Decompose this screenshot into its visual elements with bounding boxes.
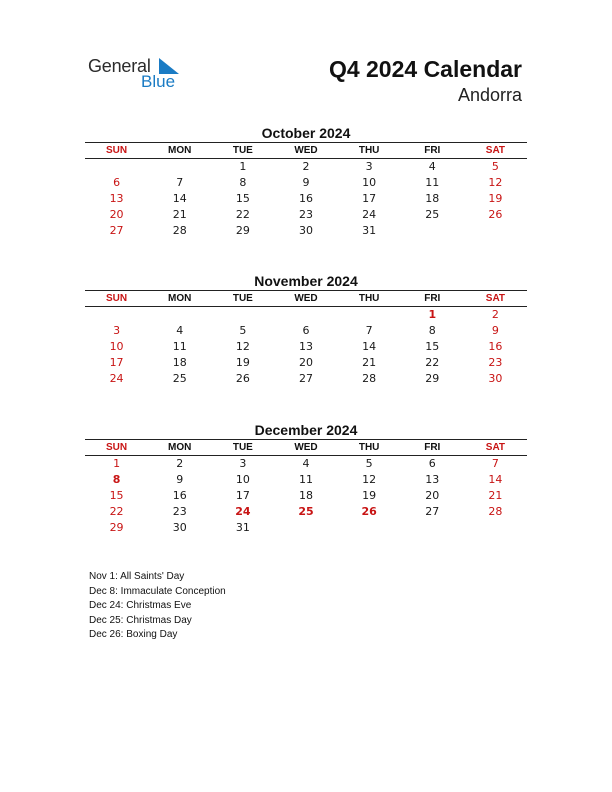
day-cell: 5 [491, 160, 499, 173]
day-cell: 6 [302, 324, 310, 337]
empty-cell [85, 159, 148, 176]
empty-cell [401, 223, 464, 239]
day-cell: 8 [112, 473, 121, 486]
day-cell: 24 [235, 505, 251, 518]
day-cell: 25 [298, 505, 314, 518]
week-row [85, 355, 527, 371]
month-title: November 2024 [254, 273, 358, 289]
day-cell: 16 [172, 489, 187, 502]
empty-cell [338, 520, 401, 536]
empty-cell [464, 520, 527, 536]
day-cell: 23 [488, 356, 503, 369]
day-cell: 1 [113, 457, 121, 470]
weekday-wed: WED [274, 143, 337, 159]
week-row [85, 456, 527, 473]
weekday-sat: SAT [464, 143, 527, 159]
day-cell: 22 [235, 208, 250, 221]
day-cell: 9 [176, 473, 184, 486]
month-december [85, 421, 527, 536]
day-cell: 16 [298, 192, 313, 205]
empty-cell [211, 307, 274, 324]
day-cell: 9 [491, 324, 499, 337]
weekday-wed: WED [274, 291, 337, 307]
day-cell: 30 [488, 372, 503, 385]
weekday-sat: SAT [464, 291, 527, 307]
holiday-item: Dec 24: Christmas Eve [89, 600, 192, 611]
weekday-thu: THU [338, 143, 401, 159]
day-cell: 10 [235, 473, 250, 486]
day-cell: 12 [235, 340, 250, 353]
week-row [85, 159, 527, 176]
weekday-mon: MON [148, 440, 211, 456]
day-cell: 26 [361, 505, 377, 518]
day-cell: 11 [298, 473, 313, 486]
day-cell: 18 [298, 489, 313, 502]
weekday-wed: WED [274, 440, 337, 456]
logo-general-text: General [88, 56, 151, 76]
weekday-sat: SAT [464, 440, 527, 456]
day-cell: 21 [362, 356, 377, 369]
week-row [85, 472, 527, 488]
weekday-fri: FRI [401, 440, 464, 456]
country-subtitle: Andorra [457, 85, 522, 105]
day-cell: 1 [428, 308, 437, 321]
logo-blue-text: Blue [141, 72, 176, 91]
day-cell: 16 [488, 340, 503, 353]
day-cell: 15 [109, 489, 124, 502]
day-cell: 23 [298, 208, 313, 221]
day-cell: 27 [425, 505, 440, 518]
weekday-header-row [85, 143, 527, 159]
day-cell: 9 [302, 176, 310, 189]
weekday-sun: SUN [85, 440, 148, 456]
day-cell: 26 [488, 208, 503, 221]
weekday-mon: MON [148, 143, 211, 159]
holiday-list [89, 570, 226, 643]
day-cell: 25 [172, 372, 187, 385]
week-row [85, 488, 527, 504]
holiday-item: Dec 25: Christmas Day [89, 614, 192, 626]
empty-cell [401, 520, 464, 536]
day-cell: 31 [235, 521, 250, 534]
day-cell: 14 [172, 192, 187, 205]
week-row [85, 520, 527, 536]
generalblue-logo [88, 56, 198, 96]
day-cell: 26 [235, 372, 250, 385]
week-row [85, 223, 527, 239]
day-cell: 25 [425, 208, 440, 221]
calendar-grid [85, 290, 527, 387]
day-cell: 4 [176, 324, 184, 337]
day-cell: 28 [362, 372, 377, 385]
day-cell: 24 [109, 372, 124, 385]
day-cell: 17 [362, 192, 377, 205]
day-cell: 10 [362, 176, 377, 189]
day-cell: 21 [488, 489, 503, 502]
day-cell: 29 [109, 521, 124, 534]
empty-cell [274, 307, 337, 324]
day-cell: 19 [488, 192, 503, 205]
day-cell: 8 [428, 324, 436, 337]
weekday-tue: TUE [211, 440, 274, 456]
weekday-fri: FRI [401, 291, 464, 307]
day-cell: 24 [362, 208, 377, 221]
day-cell: 5 [239, 324, 247, 337]
day-cell: 12 [362, 473, 377, 486]
day-cell: 20 [298, 356, 313, 369]
month-title: December 2024 [254, 422, 358, 438]
week-row [85, 191, 527, 207]
day-cell: 29 [425, 372, 440, 385]
calendar-grid [85, 142, 527, 239]
weekday-thu: THU [338, 291, 401, 307]
day-cell: 18 [172, 356, 187, 369]
week-row [85, 175, 527, 191]
empty-cell [148, 307, 211, 324]
week-row [85, 371, 527, 387]
day-cell: 19 [235, 356, 250, 369]
day-cell: 20 [425, 489, 440, 502]
day-cell: 30 [172, 521, 187, 534]
day-cell: 18 [425, 192, 440, 205]
empty-cell [464, 223, 527, 239]
month-november [85, 272, 527, 387]
day-cell: 21 [172, 208, 187, 221]
weekday-fri: FRI [401, 143, 464, 159]
day-cell: 8 [239, 176, 247, 189]
calendar-grid [85, 439, 527, 536]
day-cell: 4 [302, 457, 310, 470]
day-cell: 12 [488, 176, 503, 189]
month-october [85, 124, 527, 239]
day-cell: 3 [113, 324, 121, 337]
day-cell: 27 [298, 372, 313, 385]
weekday-header-row [85, 291, 527, 307]
weekday-sun: SUN [85, 143, 148, 159]
week-row [85, 339, 527, 355]
week-row [85, 307, 527, 324]
day-cell: 17 [109, 356, 124, 369]
weekday-mon: MON [148, 291, 211, 307]
holiday-item: Dec 26: Boxing Day [89, 629, 178, 640]
empty-cell [148, 159, 211, 176]
week-row [85, 504, 527, 520]
day-cell: 15 [235, 192, 250, 205]
day-cell: 17 [235, 489, 250, 502]
day-cell: 6 [113, 176, 121, 189]
day-cell: 2 [176, 457, 184, 470]
day-cell: 3 [239, 457, 247, 470]
day-cell: 13 [109, 192, 124, 205]
day-cell: 22 [109, 505, 124, 518]
day-cell: 28 [488, 505, 503, 518]
day-cell: 27 [109, 224, 124, 237]
day-cell: 11 [425, 176, 440, 189]
empty-cell [338, 307, 401, 324]
weekday-tue: TUE [211, 143, 274, 159]
day-cell: 13 [298, 340, 313, 353]
day-cell: 14 [488, 473, 503, 486]
week-row [85, 323, 527, 339]
day-cell: 19 [362, 489, 377, 502]
day-cell: 7 [491, 457, 499, 470]
day-cell: 1 [239, 160, 247, 173]
day-cell: 23 [172, 505, 187, 518]
day-cell: 20 [109, 208, 124, 221]
day-cell: 14 [362, 340, 377, 353]
day-cell: 13 [425, 473, 440, 486]
day-cell: 2 [302, 160, 310, 173]
weekday-thu: THU [338, 440, 401, 456]
day-cell: 30 [298, 224, 313, 237]
day-cell: 3 [365, 160, 373, 173]
day-cell: 5 [365, 457, 373, 470]
holiday-item: Dec 8: Immaculate Conception [89, 585, 226, 597]
day-cell: 29 [235, 224, 250, 237]
weekday-sun: SUN [85, 291, 148, 307]
day-cell: 2 [491, 308, 499, 321]
page-title: Q4 2024 Calendar [328, 56, 522, 82]
day-cell: 7 [365, 324, 373, 337]
weekday-tue: TUE [211, 291, 274, 307]
day-cell: 11 [172, 340, 187, 353]
holiday-item: Nov 1: All Saints' Day [89, 571, 185, 582]
day-cell: 7 [176, 176, 184, 189]
day-cell: 6 [428, 457, 436, 470]
weekday-header-row [85, 440, 527, 456]
day-cell: 31 [362, 224, 377, 237]
day-cell: 4 [428, 160, 436, 173]
empty-cell [85, 307, 148, 324]
week-row [85, 207, 527, 223]
day-cell: 22 [425, 356, 440, 369]
day-cell: 28 [172, 224, 187, 237]
month-title: October 2024 [261, 125, 351, 141]
day-cell: 10 [109, 340, 124, 353]
empty-cell [274, 520, 337, 536]
day-cell: 15 [425, 340, 440, 353]
